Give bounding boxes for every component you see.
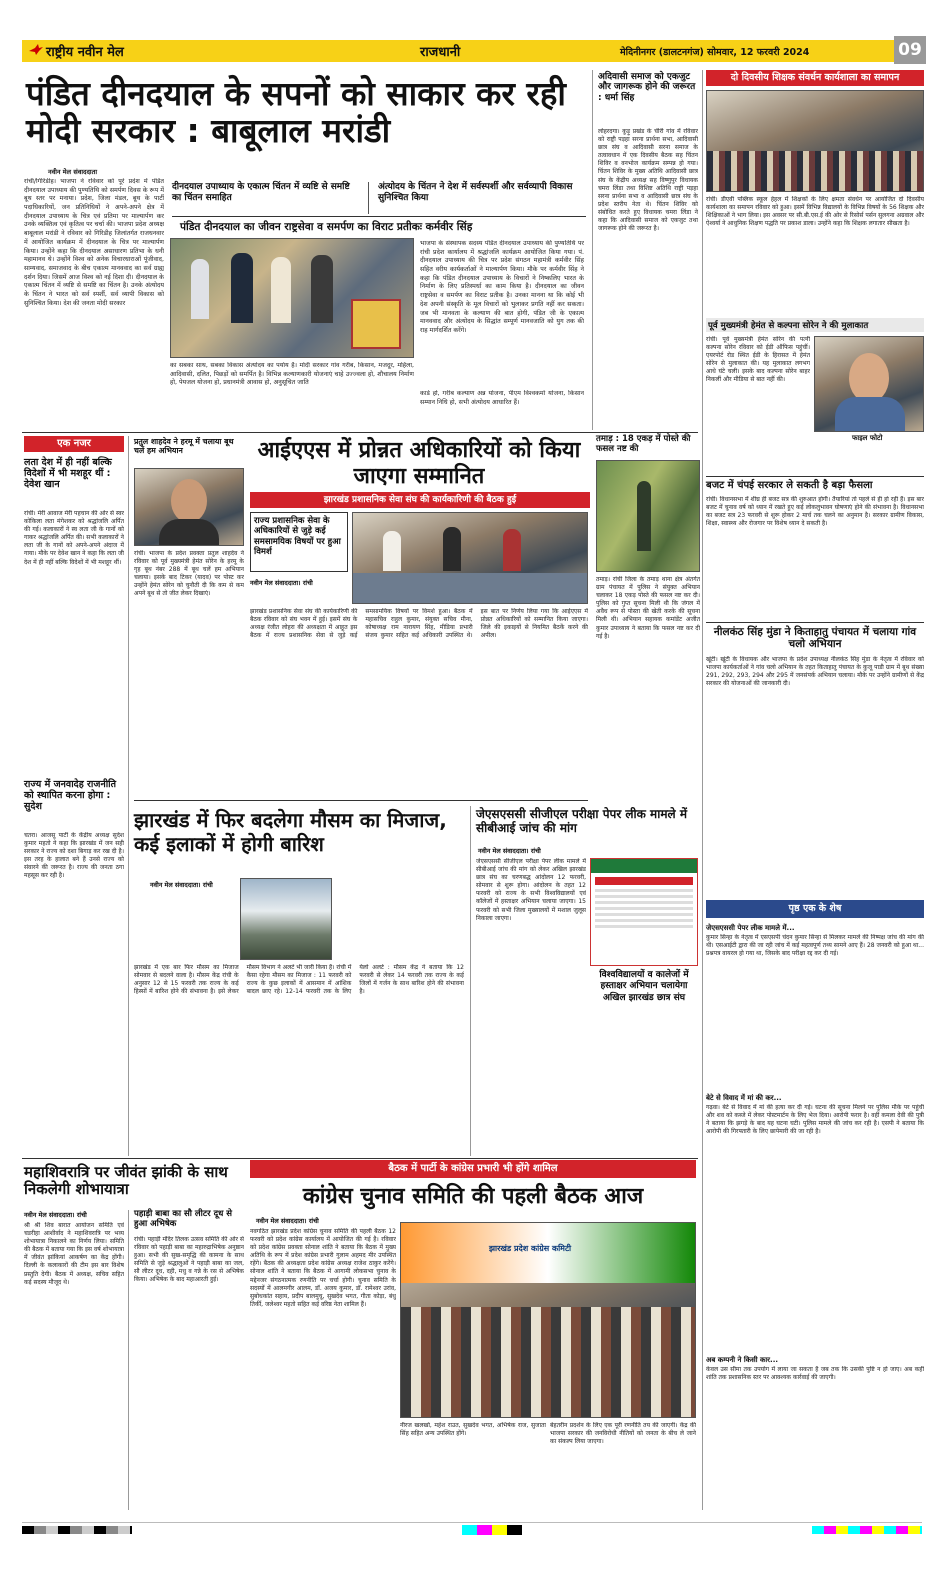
ek-nazar-label: एक नजर — [24, 436, 124, 452]
congress-caption: नीरज खलखो, महेश राउत, सुखदेव भगत, अभिषेक राज, सुजाता सिंह सहित अन्य उपस्थित होंगे। — [400, 1422, 546, 1438]
jssc-poster — [590, 858, 698, 966]
paper-name: राष्ट्रीय नवीन मेल — [46, 45, 124, 60]
ias-photo — [352, 512, 588, 604]
shesh-h1: जेएसएससी पेपर लीक मामले में... — [706, 924, 795, 932]
pratul-body: रांची। भाजपा के प्रदेश प्रवक्ता प्रतुल शाहदेव ने रविवार को पूर्व मुख्यमंत्री हेमंत सोरेन के हरमू के गृह बूथ नंबर 288 में बूथ चलें हम अभियान चलाया। इसके बाद टिकर (यादव) पर पोस्ट कर उन्होंने हेमंत सोरेन को चुनौती दी कि कम से कम अपने बूथ से तो जीत लेकर दिखाएं। — [134, 550, 244, 598]
adivasi-body: लोहरदगा। कुड़ू प्रखंड के चीरी गांव में रविवार को राष्ट्री पड़हा सरना प्रार्थना सभा, आदिवासी छात्र संघ व आदिवासी सरना समाज के तत्वावधान में एक दिवसीय बैठक सह चिंतन शिविर व वनभोज कार्यक्रम सम्पन्न हो गया। चिंतन शिविर के मुख्य अतिथि आदिवासी छात्र संघ के केंद्रीय अध्यक्ष सह विष्णुपुर विधायक चमरा लिंडा तथा विशिष्ट अतिथि राष्ट्री पड़हा सरना प्रार्थना सभा व आदिवासी छात्र संघ के प्रदेश स्तरीय नेता थे। चिंतन शिविर को संबोधित करते हुए विधायक चमरा लिंडा ने कहा कि आदिवासी समाज को एकजुट तथा जागरूक होने की जरूरत है। — [598, 128, 698, 233]
pahadi-headline: पहाड़ी बाबा का सौ लीटर दूध से हुआ अभिषेक — [134, 1209, 233, 1229]
ek-nazar-h2: राज्य में जनवादेह राजनीति को स्थापित करना होगा : सुदेश — [24, 779, 117, 812]
shesh-h3: अब कम्पनी ने किसी कार... — [706, 1356, 779, 1364]
budget-headline: बजट में चंपई सरकार ले सकती है बड़ा फैसला — [706, 480, 873, 491]
weather-byline: नवीन मेल संवाददाता। रांची — [150, 881, 213, 889]
ek-nazar-b1: रांची। मेरी आवाज मेरी पहचान की ओर से स्वर कोकिला लता मंगेशकर को श्रद्धांजलि अर्पित की गई। कलाकारों ने स्व लता जी के गानों को गाकर श्रद्धांजलि अर्पित की। सभी कलाकारों ने लता जी के गानों को अपने-अपने अंदाज में गाया। मौके पर देवेश खान ने कहा कि लता जी देश में ही नहीं बल्कि विदेशों में भी मशहूर थीं। — [24, 510, 124, 566]
jssc-byline: नवीन मेल संवाददाता। रांची — [478, 847, 541, 855]
pahadi-body: रांची। पहाड़ी मंदिर तिलक उत्सव समिति की ओर से रविवार को पहाड़ी बाबा का महारुद्राभिषेक अनुष्ठान हुआ। सभी की सुख-समृद्धि की कामना के साथ समिति से जुड़े श्रद्धालुओं ने पहाड़ी बाबा का जल, सौ लीटर दूध, दही, मधु व गन्ने के रस से अभिषेक किया। अभिषेक के बाद महाआरती हुई। — [134, 1236, 244, 1284]
lead-subhead: पंडित दीनदयाल का जीवन राष्ट्रसेवा व समर्पण का विराट प्रतीकः कर्मवीर सिंह — [180, 221, 473, 233]
weather-body: झारखंड में एक बार फिर मौसम का मिजाज सोमवार से बदलने वाला है। मौसम केंद्र रांची के अनुसार 12 से 15 फरवरी तक राज्य के कई हिस्सों में बारिश होने की संभावना है। इसे लेकर मौसम विभाग ने अलर्ट भी जारी किया है। रांची में कैसा रहेगा मौसम का मिजाज : 11 फरवरी को राज्य के कुछ इलाकों में आसमान में आंशिक बादल छाए रहे। 12-14 फरवरी तक के लिए येलो अलर्ट : मौसम केंद्र ने बताया कि 12 फरवरी से लेकर 14 फरवरी तक राज्य के कई जिलों में गर्जन के साथ बारिश होने की संभावना है। — [134, 964, 464, 996]
shesh-h2: बेटे से विवाद में मां की कर... — [706, 1094, 782, 1102]
lead-photo — [170, 238, 414, 358]
section-label: राजधानी — [420, 45, 461, 60]
ias-banner: झारखंड प्रशासनिक सेवा संघ की कार्यकारिणी की बैठक हुई — [250, 492, 590, 508]
congress-body-2: बेहतरीन प्रदर्शन के लिए एक पूरी रणनीति तय की जाएगी। केंद्र की भाजपा सरकार की जनविरोधी नीतियों को जनता के बीच ले जाने का संकल्प लिया जाएगा। — [550, 1422, 696, 1446]
shesh-b2: गढ़वा। बेटे से विवाद में मां की हत्या कर दी गई। घटना की सूचना मिलने पर पुलिस मौके पर पहुंची और शव को कब्जे में लेकर पोस्टमार्टम के लिए भेज दिया। आरोपी फरार है। वहीं कमला देवी की पुत्री ने बताया कि झगड़े के बाद यह घटना घटी। पुलिस मामले की जांच कर रही है। एसपी ने बताया कि आरोपी की गिरफ्तारी के लिए छापेमारी की जा रही है। — [706, 1104, 924, 1136]
congress-byline: नवीन मेल संवाददाता। रांची — [256, 1217, 319, 1225]
ias-byline: नवीन मेल संवाददाता। रांची — [250, 579, 313, 587]
shivratri-byline: नवीन मेल संवाददाता। रांची — [24, 1211, 87, 1219]
pratul-headline: प्रतुल शाहदेव ने हरमू में चलाया बूथ चलें हम अभियान — [134, 437, 234, 455]
shesh-b3: केवल उस सीमा तक उपयोग में लाया जा सकता है जब तक कि उसकी पुष्टि न हो जाए। अब कहीं शांति तक प्रशासनिक स्तर पर आवश्यक कार्रवाई की जाएगी। — [706, 1366, 924, 1382]
workshop-photo — [706, 90, 924, 192]
shivratri-headline: महाशिवरात्रि पर जीवंत झांकी के साथ निकलेगी शोभायात्रा — [24, 1163, 228, 1199]
lead-body: रांची/गिरिडीह। भाजपा ने रविवार को पूरे प्रदेश में पंडित दीनदयाल उपाध्याय की पुण्यतिथि को समर्पण दिवस के रूप में बूथ स्तर पर मनाया। प्रदेश, जिला मंडल, बूथ के पार्टी पदाधिकारियों, जन प्रतिनिधियों ने अपने-अपने क्षेत्र में दीनदयाल उपाध्याय के चित्र एवं प्रतिमा पर माल्यार्पण कर उनके व्यक्तित्व एवं कृतित्व पर चर्चा की। भाजपा प्रदेश अध्यक्ष बाबूलाल मरांडी ने रविवार को गिरिडीह जिलांतर्गत राजधनवार में आयोजित कार्यक्रम में दीनदयाल के चित्र पर माल्यार्पण किया। उन्होंने कहा कि दीनदयाल असाधारण प्रतिभा के धनी महामानव थे। उन्होंने विश्व को अनेक विचारधाराओं पूंजीवाद, साम्यवाद, समाजवाद के बीच एकात्म मानववाद का सर्व ग्राह्य दर्शन दिया। जिसमें आज विश्व को नई दिशा दी। दीनदयाल के एकात्म चिंतन में व्यष्टि से समष्टि का चिंतन है। उनके अंत्योदय के चिंतन ने भारत को सर्व स्पर्शी, सर्व व्यापी विकास को सुनिश्चित किया। देश की जनता मोदी सरकार — [24, 178, 164, 307]
congress-body: नवगठित झारखंड प्रदेश कांग्रेस चुनाव समिति की पहली बैठक 12 फरवरी को प्रदेश कांग्रेस कार्यालय में आयोजित की गई है। रविवार को प्रदेश कांग्रेस प्रवक्ता सोनाल शांति ने बताया कि बैठक में मुख्य अतिथि के रूप में प्रदेश कांग्रेस प्रभारी गुलाम अहमद मीर उपस्थित रहेंगे। बैठक की अध्यक्षता प्रदेश कांग्रेस अध्यक्ष राजेश ठाकुर करेंगे। सोनाल शांति ने बताया कि बैठक में आगामी लोकसभा चुनाव के मद्देनजर संगठनात्मक रणनीति पर चर्चा होगी। चुनाव समिति के सदस्यों में आलमगीर आलम, डॉ. अजय कुमार, डॉ. रामेश्वर उरांव, सुबोधकांत सहाय, प्रदीप बालमुचू, सुखदेव भगत, गीता कोड़ा, बंधु तिर्की, जलेश्वर महतो सहित कई वरिष्ठ नेता शामिल हैं। — [250, 1228, 396, 1308]
congress-headline: कांग्रेस चुनाव समिति की पहली बैठक आज — [302, 1184, 644, 1209]
congress-photo — [400, 1222, 696, 1418]
dateline: मेदिनीनगर (डालटनगंज) सोमवार, 12 फरवरी 2024 — [620, 47, 810, 58]
page-number: 09 — [894, 36, 926, 64]
hemant-photo-label: फाइल फोटो — [852, 434, 883, 442]
lead-body-4: कार्ड हो, गरीब कल्याण अन्न योजना, पीएम विश्वकर्मा योजना, किसान सम्मान निधि हो, सभी अंत्योदय आधारित हैं। — [420, 390, 584, 406]
pratul-photo — [134, 468, 244, 546]
workshop-body: रांची। डीएवी पब्लिक स्कूल हेहल में शिक्षकों के लिए क्षमता संवर्धन पर आयोजित दो दिवसीय कार्यशाला का समापन रविवार को हुआ। इसमें विभिन्न विद्यालयों के विभिन्न विषयों के 56 शिक्षक और शिक्षिकाओं ने भाग लिया। इस अवसर पर सी.बी.एस.ई की ओर से रिसोर्स पर्सन सुलगना अग्रवाल और ऐश्वर्या ने आधुनिक शिक्षण पद्धति पर प्रकाश डाला। उन्होंने कहा कि शिक्षक लगातार सीखता है। — [706, 196, 924, 228]
lead-body-3: भाजपा के संस्थापक सदस्य पंडित दीनदयाल उपाध्याय की पुण्यतिथि पर रांची प्रदेश कार्यालय में श्रद्धांजलि कार्यक्रम आयोजित किया गया। पं. दीनदयाल उपाध्याय की चित्र पर प्रदेश संगठन महामंत्री कर्मवीर सिंह सहित वरीय कार्यकर्ताओं ने माल्यार्पण किया। मौके पर कर्मवीर सिंह ने कहा कि पंडित दीनदयाल उपाध्याय के विचारों ने निष्कलिए भारत के निर्माण के लिए प्रतिस्पर्धा का काम किया है। दीनदयाल का जीवन राष्ट्रसेवा व समर्पण का विराट प्रतीक है। उनका मानना था कि कोई भी देश अपनी संस्कृति के मूल विचारों को भुलाकर प्रगति नहीं कर सकता। जब भी मानवता के कल्याण की बात होगी, पंडित जी के एकात्म मानववाद और अंत्योदय के सिद्धांत सम्पूर्ण मानवजाति को युग तक की राह मार्गदर्शित करेंगे। — [420, 240, 584, 334]
congress-strap: बैठक में पार्टी के कांग्रेस प्रभारी भी होंगे शामिल — [250, 1160, 696, 1178]
farm-body: तमाड़। रांची जिला के तमाड़ थाना क्षेत्र अंतर्गत ग्राम पंचायत में पुलिस ने संयुक्त अभियान चलाकर 18 एकड़ पोस्ते की फसल नष्ट कर दी। पुलिस को गुप्त सूचना मिली थी कि जंगल में अवैध रूप से पोस्ता की खेती करके की सूचना मिली थी। अभियान सहायक कमांडेंट अजीत कुमार उपाध्याय ने बताया कि फसल नष्ट कर दी गई है। — [596, 576, 700, 640]
bird-logo-icon — [28, 42, 44, 58]
hemant-body: रांची। पूर्व मुख्यमंत्री हेमंत सोरेन की पत्नी कल्पना सोरेन रविवार को ईडी ऑफिस पहुंचीं। एयरपोर्ट रोड स्थित ईडी के हिरासत में हेमंत सोरेन से मुलाकात की। यह मुलाकात लगभग आधे घंटे चली। इसके बाद कल्पना सोरेन बाहर निकलीं और मीडिया से बात नहीं की। — [706, 336, 810, 384]
jssc-body: जेएसएससी सीजीएल परीक्षा पेपर लीक मामले में सीबीआई जांच की मांग को लेकर अखिल झारखंड छात्र संघ का चरणबद्ध आंदोलन 12 फरवरी, सोमवार से शुरू होगा। आंदोलन के तहत 12 फरवरी को राज्य के सभी विश्वविद्यालयों एवं कॉलेजों में हस्ताक्षर अभियान चलाया जाएगा। 15 फरवरी को सभी जिला मुख्यालयों में मशाल जुलूस निकाला जाएगा। — [476, 858, 586, 922]
ek-nazar-b2: चतरा। आजसू पार्टी के केंद्रीय अध्यक्ष सुदेश कुमार महतो ने कहा कि झारखंड में जन सही सरकार ने राज्य को दशा बिगाड़ कर रख दी है। इस तरह के हालात बने हैं उनसे राज्य को संवारने की जरूरत है। राज्य की जनता ठगा महसूस कर रही है। — [24, 832, 124, 880]
ias-box: राज्य प्रशासनिक सेवा के अधिकारियों से जुड़े कई समसामयिक विषयों पर हुआ विमर्श — [250, 512, 348, 572]
shesh-banner: पृष्ठ एक के शेष — [706, 900, 924, 918]
color-registration-strip — [22, 1522, 922, 1536]
nilkanth-headline: नीलकंठ सिंह मुंडा ने किताहातु पंचायत में चलाया गांव चलो अभियान — [713, 626, 917, 651]
shesh-b1: कुमार सिन्हा के नेतृत्व में एसएसपी चंदन कुमार सिन्हा से मिलकर मामले की निष्पक्ष जांच की मांग की थी। एसआईटी द्वारा की जा रही जांच में कई महत्वपूर्ण तथ्य सामने आए हैं। 28 जनवरी को हुआ था... प्रश्नपत्र वायरल हो गया था, जिसके बाद परीक्षा रद्द कर दी गई। — [706, 934, 924, 958]
lead-headline: पंडित दीनदयाल के सपनों को साकार कर रही मोदी सरकार : बाबूलाल मरांडी — [26, 74, 566, 150]
lead-byline: नवीन मेल संवाददाता — [48, 168, 97, 176]
congress-photo-banner: झारखंड प्रदेश कांग्रेस कमिटी — [489, 1244, 572, 1253]
budget-body: रांची। विधानसभा में शीघ्र ही बजट सत्र की शुरुआत होगी। तैयारियां तो पहले से ही हो रही हैं। इस बार बजट में चुनाव वर्ष को ध्यान में रखते हुए कई लोकलुभावन घोषणाएं होने की संभावना है। विधानसभा का बजट सत्र 23 फरवरी से शुरू होकर 2 मार्च तक चलने का अनुमान है। सरकार ग्रामीण विकास, शिक्षा, स्वास्थ्य और रोजगार पर विशेष ध्यान दे सकती है। — [706, 496, 924, 528]
weather-headline: झारखंड में फिर बदलेगा मौसम का मिजाज, कई इलाकों में होगी बारिश — [134, 808, 447, 856]
nilkanth-body: खूंटी। खूंटी के विधायक और भाजपा के प्रदेश उपाध्यक्ष नीलकंठ सिंह मुंडा के नेतृत्व में रविवार को भाजपा कार्यकर्ताओं ने गांव चलो अभियान के तहत किताहातु पंचायत के कुजू पाडी ग्राम में बूथ संख्या 291, 292, 293, 294 और 295 में जनसंपर्क अभियान चलाया। मौके पर उन्होंने ग्रामीणों से केंद्र सरकार की योजनाओं की जानकारी दी। — [706, 656, 924, 688]
jssc-box: विश्वविद्यालयों व कालेजों में हस्ताक्षर अभियान चलायेगा अखिल झारखंड छात्र संघ — [599, 970, 689, 1003]
adivasi-headline: अदिवासी समाज को एकजुट और जागरूक होने की जरूरत : धर्मा सिंह — [598, 72, 696, 103]
ek-nazar-h1: लता देश में ही नहीं बल्कि विदेशों में भी मशहूर थीं : देवेश खान — [24, 457, 112, 490]
ias-headline: आईएएस में प्रोन्नत अधिकारियों को किया जाएगा सम्मानित — [257, 438, 581, 489]
lead-body-2: का सबका साथ, सबका विकास अंत्योदय का पर्याय है। मोदी सरकार गांव गरीब, किसान, मजदूर, महिला, आदिवासी, दलित, पिछड़ों को समर्पित है। विभिन्न कल्याणकारी योजनाएं चाहे उज्ज्वला हो, शौचालय निर्माण हो, पेयजल योजना हो, प्रधानमंत्री आवास हो, अनुसूचित जाति — [170, 362, 414, 387]
hemant-headline: पूर्व मुख्यमंत्री हेमंत से कल्पना सोरेन ने की मुलाकात — [708, 321, 869, 331]
shivratri-body: श्री श्री शिव बारात आयोजन समिति एवं चडरीहा आशीर्वाद ने महाशिवरात्रि पर भव्य शोभायात्रा निकालने का निर्णय लिया। समिति की बैठक में बताया गया कि इस वर्ष शोभायात्रा में जीवंत झांकियां आकर्षण का केंद्र होंगी। दिल्ली के कलाकारों की टीम इस बार विशेष प्रस्तुति देगी। बैठक में अध्यक्ष, सचिव सहित कई सदस्य मौजूद थे। — [24, 1222, 124, 1286]
jssc-headline: जेएसएससी सीजीएल परीक्षा पेपर लीक मामले में सीबीआई जांच की मांग — [476, 807, 688, 835]
hemant-photo — [814, 336, 924, 432]
weather-photo — [240, 878, 332, 960]
lead-deck-2: अंत्योदय के चिंतन ने देश में सर्वस्पर्शी और सर्वव्यापी विकास सुनिश्चित किया — [378, 182, 573, 204]
farm-headline: तमाड़ : 18 एकड़ में पोस्ते की फसल नष्ट की — [596, 434, 691, 455]
ias-body: झारखंड प्रशासनिक सेवा संघ की कार्यकारिणी की बैठक रविवार को संघ भवन में हुई। इसमें संघ के अध्यक्ष रंजीत लोहरा की अध्यक्षता में आहूत इस बैठक में राज्य प्रशासनिक सेवा से जुड़े कई समसामयिक विषयों पर विमर्श हुआ। बैठक में महासचिव राहुल कुमार, संयुक्त सचिव मीना, कोषाध्यक्ष राम नारायण सिंह, मीडिया प्रभारी संजय कुमार सहित कई अधिकारी उपस्थित थे। इस बात पर निर्णय लिया गया कि आईएएस में प्रोन्नत अधिकारियों को सम्मानित किया जाएगा। जिले की इकाइयों से नियमित बैठकें करने की अपील। — [250, 608, 588, 640]
farm-photo — [596, 460, 700, 572]
workshop-banner: दो दिवसीय शिक्षक संवर्धन कार्यशाला का समापन — [706, 70, 924, 86]
lead-deck-1: दीनदयाल उपाध्याय के एकात्म चिंतन में व्यष्टि से समष्टि का चिंतन समाहित — [172, 182, 350, 204]
